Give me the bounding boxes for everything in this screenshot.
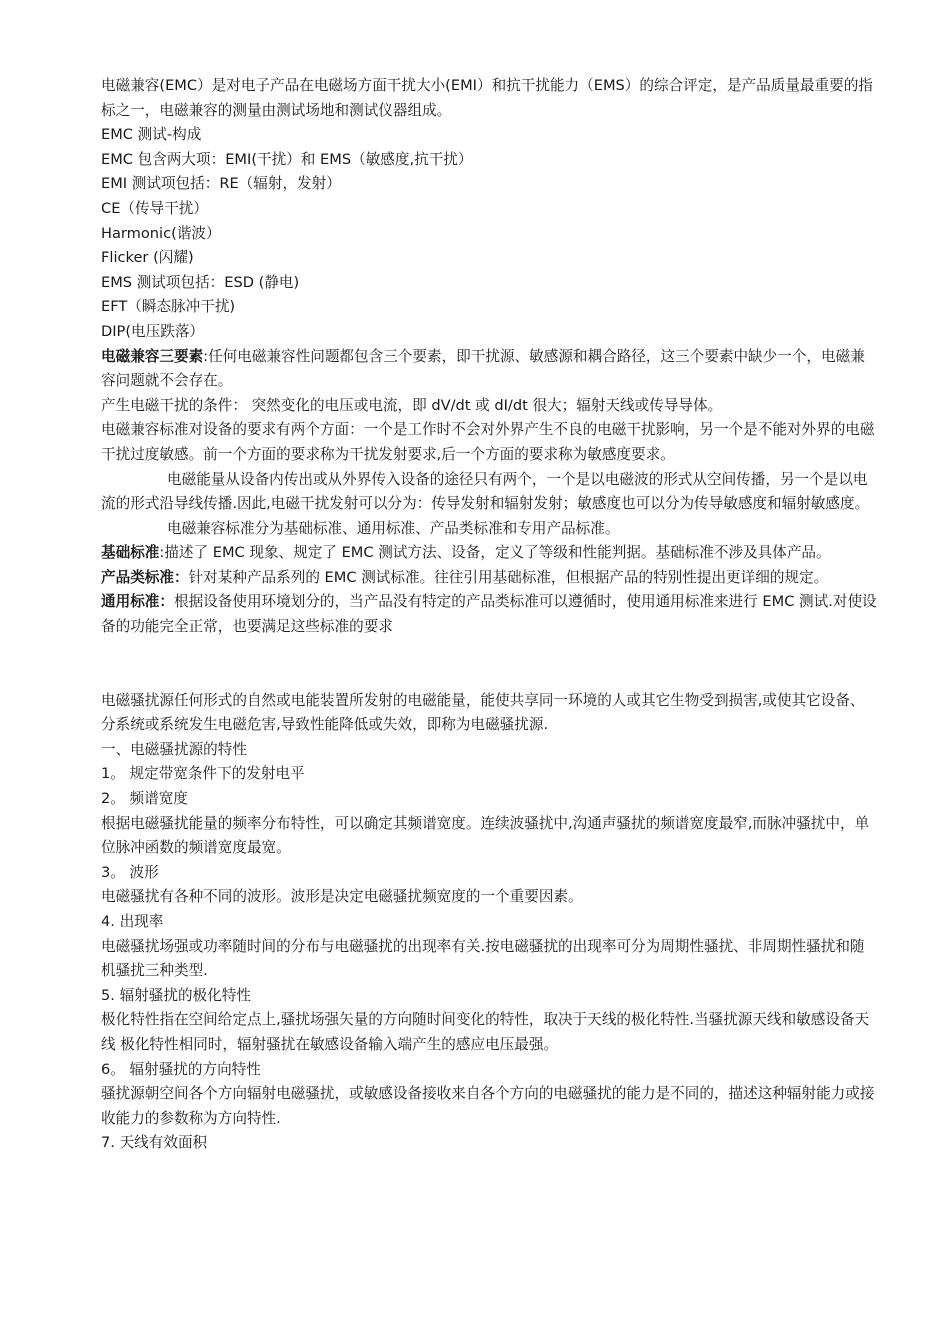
line-dip: DIP(电压跌落） — [101, 322, 205, 340]
paragraph-emc-definition: 电磁兼容(EMC）是对电子产品在电磁场方面干扰大小(EMI）和抗干扰能力（EMS）的综合评定，是产品质量最重要的指标之一，电磁兼容的测量由测试场地和测试仪器组成。 — [101, 77, 873, 119]
item-emission-level: 1。 规定带宽条件下的发射电平 — [101, 765, 305, 783]
paragraph-polarization: 极化特性指在空间给定点上,骚扰场强矢量的方向随时间变化的特性，取决于天线的极化特性.当骚扰源天线和敏感设备天线 极化特性相同时，辐射骚扰在敏感设备输入端产生的感应电压最强。 — [101, 1011, 870, 1053]
paragraph-disturbance-source: 电磁骚扰源任何形式的自然或电能装置所发射的电磁能量，能使共享同一环境的人或其它生物受到损害,或使其它设备、分系统或系统发生电磁危害,导致性能降低或失效，即称为电磁骚扰源. — [101, 691, 865, 734]
paragraph-propagation-paths: 电磁能量从设备内传出或从外界传入设备的途径只有两个，一个是以电磁波的形式从空间传播，另一个是以电流的形式沿导线传播.因此,电磁干扰发射可以分为：传导发射和辐射发射；敏感度也可以分为传导敏感度和辐射敏感度。 — [101, 470, 870, 513]
paragraph-standard-categories: 电磁兼容标准分为基础标准、通用标准、产品类标准和专用产品标准。 — [167, 519, 620, 537]
term-three-elements: 电磁兼容三要素 — [101, 347, 204, 365]
three-elements-text: :任何电磁兼容性问题都包含三个要素，即干扰源、敏感源和耦合路径，这三个要素中缺少一个，电磁兼容问题就不会存在。 — [101, 347, 865, 390]
line-flicker: Flicker (闪耀) — [101, 249, 194, 267]
paragraph-occurrence-rate: 电磁骚扰场强或功率随时间的分布与电磁骚扰的出现率有关.按电磁骚扰的出现率可分为周期性骚扰、非周期性骚扰和随机骚扰三种类型. — [101, 937, 865, 980]
paragraph-basic-standard — [101, 541, 877, 566]
paragraph-standard-requirements: 电磁兼容标准对设备的要求有两个方面：一个是工作时不会对外界产生不良的电磁干扰影响，另一个是不能对外界的电磁干扰过度敏感。前一个方面的要求称为干扰发射要求,后一个方面的要求称为敏感度要求。 — [101, 421, 875, 463]
line-ems-items: EMS 测试项包括：ESD (静电) — [101, 273, 300, 291]
line-harmonic: Harmonic(谐波） — [101, 224, 221, 242]
term-basic-standard: 基础标准 — [101, 544, 160, 562]
paragraph-spectrum-width: 根据电磁骚扰能量的频率分布特性，可以确定其频谱宽度。连续波骚扰中,沟通声骚扰的频谱宽度最窄,而脉冲骚扰中，单位脉冲函数的频谱宽度最宽。 — [101, 814, 870, 857]
document-body — [101, 74, 877, 1156]
paragraph-interference-conditions: 产生电磁干扰的条件： 突然变化的电压或电流，即 dV/dt 或 dI/dt 很大；辐射天线或传导导体。 — [101, 396, 723, 414]
item-antenna-effective-area: 7. 天线有效面积 — [101, 1134, 208, 1152]
paragraph-waveform: 电磁骚扰有各种不同的波形。波形是决定电磁骚扰频宽度的一个重要因素。 — [101, 888, 583, 906]
paragraph-three-elements — [101, 345, 877, 394]
paragraph-generic-standard — [101, 590, 877, 639]
section-spacer — [101, 640, 877, 689]
item-spectrum-width: 2。 频谱宽度 — [101, 790, 188, 808]
item-occurrence-rate: 4. 出现率 — [101, 913, 164, 930]
paragraph-product-standard — [101, 566, 877, 591]
basic-standard-text: :描述了 EMC 现象、规定了 EMC 测试方法、设备，定义了等级和性能判据。基础标准不涉及具体产品。 — [159, 544, 831, 562]
generic-standard-text: 根据设备使用环境划分的，当产品没有特定的产品类标准可以遵循时，使用通用标准来进行 EMC 测试.对使设备的功能完全正常，也要满足这些标准的要求 — [101, 593, 877, 636]
term-generic-standard: 通用标准： — [101, 593, 174, 611]
heading-source-characteristics: 一、电磁骚扰源的特性 — [101, 740, 247, 758]
product-standard-text: 针对某种产品系列的 EMC 测试标准。往往引用基础标准，但根据产品的特别性提出更详细的规定。 — [188, 568, 829, 586]
item-polarization: 5. 辐射骚扰的极化特性 — [101, 986, 251, 1004]
line-emc-two-items: EMC 包含两大项：EMI(干扰）和 EMS（敏感度,抗干扰） — [101, 150, 473, 168]
item-directivity: 6。 辐射骚扰的方向特性 — [101, 1060, 261, 1078]
term-product-standard: 产品类标准： — [101, 568, 189, 586]
item-waveform: 3。 波形 — [101, 863, 159, 881]
line-eft: EFT（瞬态脉冲干扰) — [101, 298, 236, 316]
line-ce: CE（传导干扰） — [101, 199, 208, 217]
line-emi-items: EMI 测试项包括：RE（辐射，发射） — [101, 175, 341, 193]
paragraph-directivity: 骚扰源朝空间各个方向辐射电磁骚扰，或敏感设备接收来自各个方向的电磁骚扰的能力是不同的，描述这种辐射能力或接收能力的参数称为方向特性. — [101, 1085, 875, 1127]
line-emc-test-composition: EMC 测试-构成 — [101, 126, 202, 144]
